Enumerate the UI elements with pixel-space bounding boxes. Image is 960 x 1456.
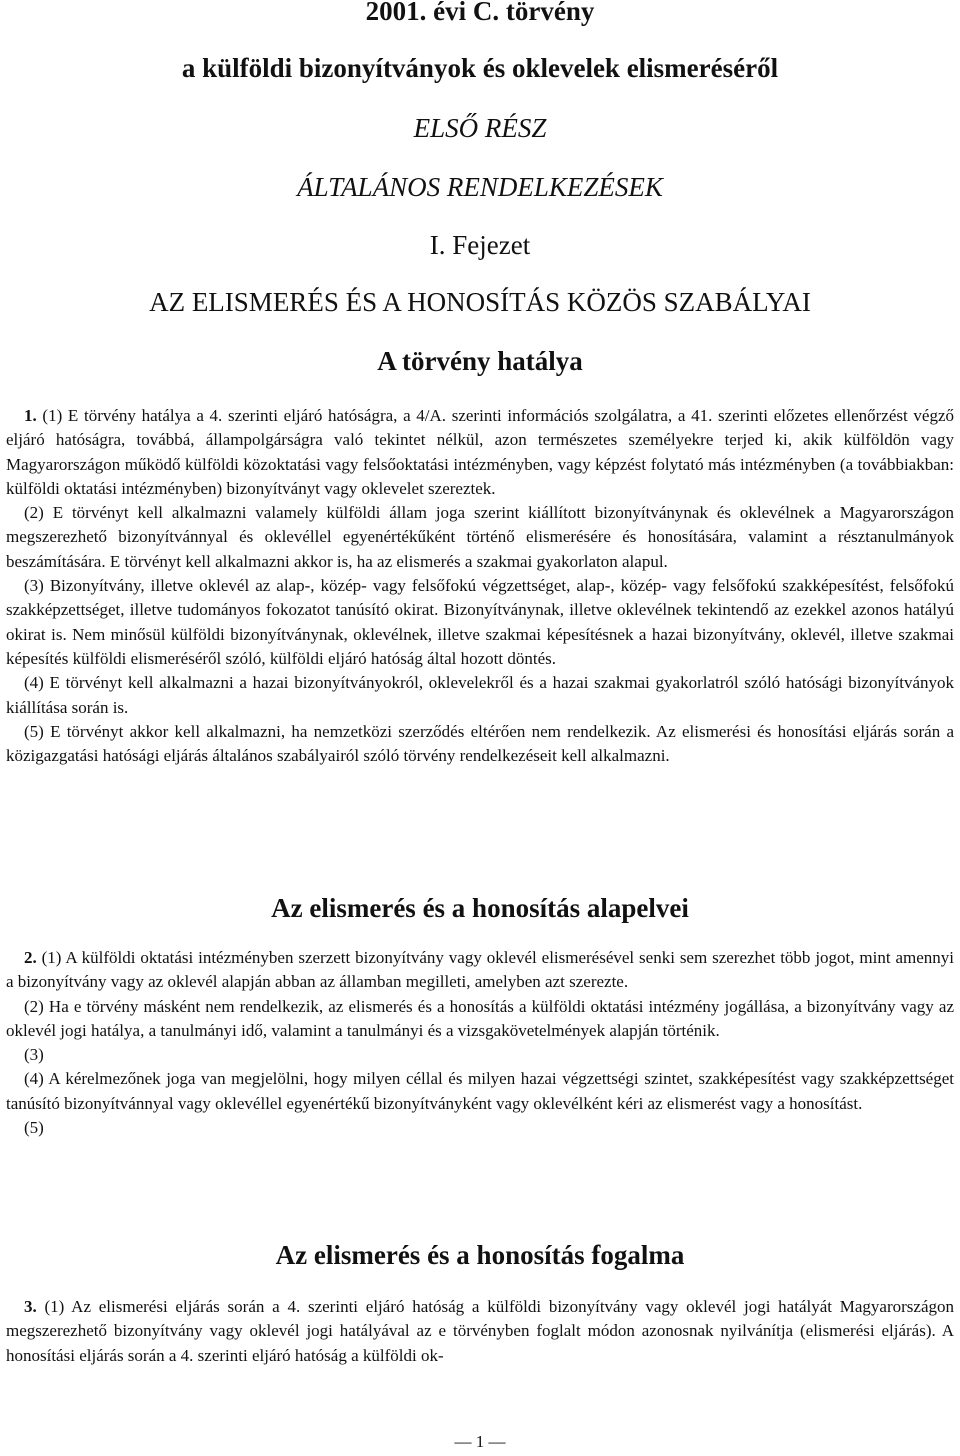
section-number: 1. — [24, 406, 37, 425]
section-body — [6, 1295, 954, 1368]
paragraph: (4) A kérelmezőnek joga van megjelölni, hogy milyen céllal és milyen hazai végzettségi szintet, szakképesítést vagy szakképzettséget tanúsító bizonyítvánnyal vagy oklevéllel egyenértékű bizonyítványként vagy oklevélként kéri az elismerést vagy a honosítást. — [6, 1069, 954, 1113]
section-number: 3. — [24, 1297, 37, 1316]
section-heading: A törvény hatálya — [377, 346, 583, 376]
part-heading: ELSŐ RÉSZ — [413, 113, 547, 143]
paragraph: 3. (1) Az elismerési eljárás során a 4. szerinti eljáró hatóság a külföldi bizonyítvány vagy oklevél jogi hatályát Magyarországon megszerezhető bizonyítvány vagy oklevél jogi hatályával az e törvényben foglalt módon azonosnak nyilvánítja (elismerési eljárás). A honosítási eljárás során a 4. szerinti eljáró hatóság a külföldi ok- — [6, 1297, 954, 1365]
paragraph: (5) — [24, 1118, 44, 1138]
chapter-heading: I. Fejezet — [429, 230, 531, 260]
law-subtitle: a külföldi bizonyítványok és oklevelek elismeréséről — [181, 53, 779, 83]
paragraph: (2) Ha e törvény másként nem rendelkezik, az elismerés és a honosítás a külföldi oktatási intézmény jogállása, a bizonyítvány vagy az oklevél jogi hatálya, a tanulmányi idő, valamint a tanulmányi és a vizsgakövetelmények alapján történik. — [6, 996, 954, 1040]
paragraph: (2) E törvényt kell alkalmazni valamely külföldi állam joga szerint kiállított bizonyítványnak és oklevélnek a Magyarországon megszerezhető bizonyítvánnyal és oklevéllel egyenértékűként történő elismerésére és honosítására, valamint a résztanulmányok beszámítására. E törvényt kell alkalmazni akkor is, ha az elismerés a szakmai gyakorlaton alapul. — [6, 503, 954, 571]
section-heading: Az elismerés és a honosítás alapelvei — [271, 893, 689, 923]
section-body — [6, 946, 954, 1140]
page-number: — 1 — — [454, 1432, 506, 1451]
section-number: 2. — [24, 948, 37, 967]
section-body — [6, 404, 954, 768]
paragraph: 2. (1) A külföldi oktatási intézményben szerzett bizonyítvány vagy oklevél elismerésével senki sem szerezhet több jogot, mint amennyi a bizonyítvány vagy az oklevél alapján abban az államban megilleti, amelyben azt szerezte. — [6, 948, 954, 992]
section-heading: Az elismerés és a honosítás fogalma — [275, 1240, 685, 1270]
chapter-title: AZ ELISMERÉS ÉS A HONOSÍTÁS KÖZÖS SZABÁLYAI — [149, 287, 811, 317]
law-title: 2001. évi C. törvény — [365, 0, 595, 26]
paragraph: (5) E törvényt akkor kell alkalmazni, ha nemzetközi szerződés eltérően nem rendelkezik. Az elismerési és honosítási eljárás során a közigazgatási hatósági eljárás általános szabályairól szóló törvény rendelkezéseit kell alkalmazni. — [6, 721, 954, 766]
paragraph: (3) Bizonyítvány, illetve oklevél az alap-, közép- vagy felsőfokú végzettséget, alap-, közép- vagy felsőfokú szakképesítést, felsőfokú szakképzettséget, illetve tudományos fokozatot tanúsító okirat. Bizonyítványnak, illetve oklevélnek tekintendő az ezekkel azonos hatályú okirat is. Nem minősül külföldi bizonyítványnak, oklevélnek, illetve szakmai képesítésnek a hazai bizonyítvány, oklevél, illetve szakmai képesítés külföldi elismeréséről szóló, külföldi eljáró hatóság által hozott döntés. — [6, 576, 954, 668]
paragraph: 1. (1) E törvény hatálya a 4. szerinti eljáró hatóságra, a 4/A. szerinti információs szolgálatra, a 41. szerinti előzetes ellenőrzést végző eljáró hatóságra, továbbá, állampolgárságra való tekintet nélkül, azon természetes személyekre terjed ki, akik külföldön vagy Magyarországon működő külföldi közoktatási vagy felsőoktatási intézményben, vagy képzést folytató más intézményben (a továbbiakban: külföldi oktatási intézményben) bizonyítványt vagy oklevelet szereztek. — [6, 406, 954, 498]
part-title: ÁLTALÁNOS RENDELKEZÉSEK — [297, 172, 663, 202]
paragraph: (3) — [24, 1045, 44, 1065]
paragraph: (4) E törvényt kell alkalmazni a hazai bizonyítványokról, oklevelekről és a hazai szakmai gyakorlatról szóló hatósági bizonyítványok kiállítása során is. — [6, 673, 954, 717]
